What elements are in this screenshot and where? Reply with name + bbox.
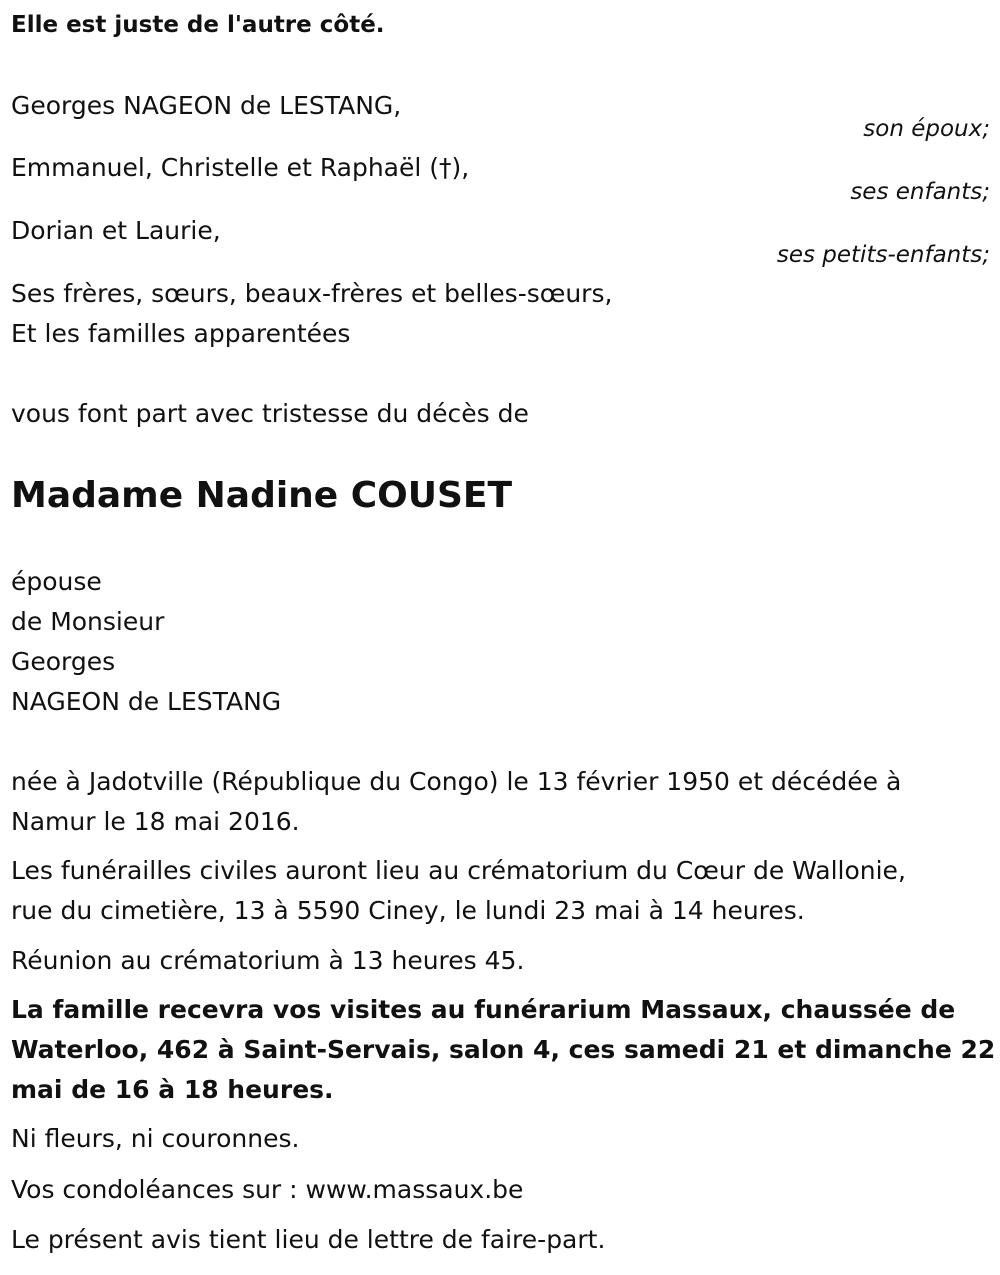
visits-line-3: mai de 16 à 18 heures. (11, 1075, 334, 1104)
spouse-block-line-2: de Monsieur (11, 607, 165, 636)
condolences-line: Vos condoléances sur : www.massaux.be (11, 1175, 524, 1204)
headline: Elle est juste de l'autre côté. (11, 12, 385, 38)
birth-death-line-2: Namur le 18 mai 2016. (11, 807, 300, 836)
flowers-line: Ni fleurs, ni couronnes. (11, 1124, 300, 1153)
siblings-line: Ses frères, sœurs, beaux-frères et belles-sœurs, (11, 279, 613, 308)
visits-line-2: Waterloo, 462 à Saint-Servais, salon 4, ces samedi 21 et dimanche 22 (11, 1035, 996, 1064)
funeral-line-2: rue du cimetière, 13 à 5590 Ciney, le lundi 23 mai à 14 heures. (11, 896, 805, 925)
announcement-line: vous font part avec tristesse du décès de (11, 399, 529, 428)
deceased-name: Madame Nadine COUSET (11, 475, 513, 516)
grandchildren-line: Dorian et Laurie, (11, 216, 221, 245)
visits-line-1: La famille recevra vos visites au funérarium Massaux, chaussée de (11, 995, 956, 1024)
relatives-line: Et les familles apparentées (11, 319, 351, 348)
children-role: ses enfants; (850, 179, 990, 205)
funeral-line-1: Les funérailles civiles auront lieu au crématorium du Cœur de Wallonie, (11, 856, 906, 885)
birth-death-line-1: née à Jadotville (République du Congo) le 13 février 1950 et décédée à (11, 767, 902, 796)
grandchildren-role: ses petits-enfants; (776, 242, 990, 268)
notice-line: Le présent avis tient lieu de lettre de faire-part. (11, 1225, 606, 1254)
spouse-line: Georges NAGEON de LESTANG, (11, 91, 402, 120)
spouse-block-line-3: Georges (11, 647, 116, 676)
meeting-line: Réunion au crématorium à 13 heures 45. (11, 946, 525, 975)
spouse-block-line-1: épouse (11, 567, 102, 596)
children-line: Emmanuel, Christelle et Raphaël (†), (11, 153, 470, 182)
spouse-block-line-4: NAGEON de LESTANG (11, 687, 282, 716)
spouse-role: son époux; (863, 116, 990, 142)
